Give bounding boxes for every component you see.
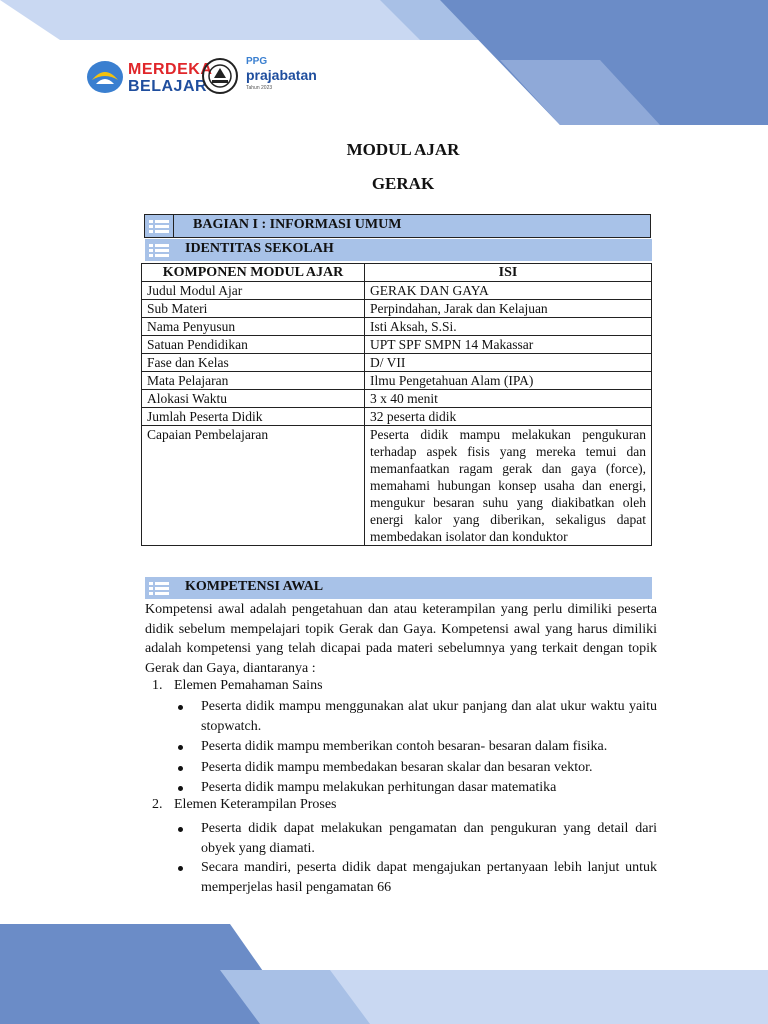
bullet-icon xyxy=(178,766,183,771)
row-label: Satuan Pendidikan xyxy=(142,336,365,354)
list-icon xyxy=(149,218,169,234)
row-label: Mata Pelajaran xyxy=(142,372,365,390)
table-row xyxy=(142,426,652,546)
row-value: 3 x 40 menit xyxy=(365,390,652,408)
merdeka-line: MERDEKA xyxy=(128,61,213,78)
row-value: UPT SPF SMPN 14 Makassar xyxy=(365,336,652,354)
list-label: Elemen Pemahaman Sains xyxy=(174,678,323,693)
row-value: Peserta didik mampu melakukan pengukuran terhadap aspek fisis yang mereka temui dan memanfaatkan ragam gerak dan gaya (force), memahami hubungan konsep usaha dan energi, mengukur besaran suhu yang diakibatkan oleh energi kalor yang diberikan, sekaligus dapat membedakan isolator dan konduktor xyxy=(365,426,652,546)
row-label: Judul Modul Ajar xyxy=(142,282,365,300)
section-title: BAGIAN I : INFORMASI UMUM xyxy=(193,217,402,232)
table-row xyxy=(142,408,652,426)
list-item: Peserta didik mampu memberikan contoh besaran- besaran dalam fisika. xyxy=(201,739,608,754)
header-isi: ISI xyxy=(365,264,652,282)
list-icon xyxy=(149,580,169,596)
row-label: Fase dan Kelas xyxy=(142,354,365,372)
row-label: Sub Materi xyxy=(142,300,365,318)
table-row xyxy=(142,390,652,408)
row-label: Jumlah Peserta Didik xyxy=(142,408,365,426)
bullet-icon xyxy=(178,745,183,750)
page-title: MODUL AJAR xyxy=(346,140,460,159)
section-title: KOMPETENSI AWAL xyxy=(185,579,324,594)
row-value: GERAK DAN GAYA xyxy=(365,282,652,300)
list-number: 1. xyxy=(152,678,163,693)
bullet-icon xyxy=(178,827,183,832)
section-subtitle: IDENTITAS SEKOLAH xyxy=(185,241,334,256)
ppg-line: PPG xyxy=(246,56,268,67)
table-row xyxy=(142,282,652,300)
list-item: Peserta didik mampu melakukan perhitungan dasar matematika xyxy=(201,780,557,795)
info-table xyxy=(141,263,652,546)
header-komponen: KOMPONEN MODUL AJAR xyxy=(142,264,365,282)
row-value: D/ VII xyxy=(365,354,652,372)
section-bar-identitas xyxy=(145,239,652,261)
row-value: 32 peserta didik xyxy=(365,408,652,426)
table-row xyxy=(142,336,652,354)
row-value: Ilmu Pengetahuan Alam (IPA) xyxy=(365,372,652,390)
list-item: Secara mandiri, peserta didik dapat mengajukan pertanyaan lebih lanjut untuk memperjelas hasil pengamatan 66 xyxy=(201,860,657,895)
bullet-icon xyxy=(178,786,183,791)
tahun-line: Tahun 2023 xyxy=(246,85,273,91)
bullet-icon xyxy=(178,705,183,710)
row-label: Nama Penyusun xyxy=(142,318,365,336)
page-subtitle: GERAK xyxy=(371,174,435,193)
list-item: Peserta didik dapat melakukan pengamatan dan pengukuran yang detail dari obyek yang diamati. xyxy=(201,821,657,856)
list-item: Peserta didik mampu menggunakan alat ukur panjang dan alat ukur waktu yaitu stopwatch. xyxy=(201,699,657,734)
table-row xyxy=(142,372,652,390)
row-value: Perpindahan, Jarak dan Kelajuan xyxy=(365,300,652,318)
bottom-decoration xyxy=(0,900,768,1024)
section-bar-informasi-umum xyxy=(144,214,651,238)
row-label: Alokasi Waktu xyxy=(142,390,365,408)
bullet-icon xyxy=(178,866,183,871)
list-icon xyxy=(149,242,169,258)
list-label: Elemen Keterampilan Proses xyxy=(174,797,337,812)
list-item: Peserta didik mampu membedakan besaran skalar dan besaran vektor. xyxy=(201,760,593,775)
table-header-row xyxy=(142,264,652,282)
university-seal-icon xyxy=(200,56,240,98)
row-label: Capaian Pembelajaran xyxy=(142,426,365,546)
table-row xyxy=(142,318,652,336)
prajabatan-line: prajabatan xyxy=(246,67,317,83)
section-bar-kompetensi-awal xyxy=(145,577,652,599)
table-row xyxy=(142,354,652,372)
belajar-line: BELAJAR xyxy=(128,78,208,95)
list-number: 2. xyxy=(152,797,163,812)
header-logos xyxy=(86,52,326,102)
table-row xyxy=(142,300,652,318)
row-value: Isti Aksah, S.Si. xyxy=(365,318,652,336)
intro-paragraph: Kompetensi awal adalah pengetahuan dan atau keterampilan yang perlu dimiliki peserta didik sebelum mempelajari topik Gerak dan Gaya. Kompetensi awal yang harus dimiliki adalah kompetensi yang telah dicapai pada materi sebelumnya yang terkait dengan topik Gerak dan Gaya, diantaranya : xyxy=(145,602,657,676)
merdeka-belajar-logo-icon xyxy=(86,60,124,94)
